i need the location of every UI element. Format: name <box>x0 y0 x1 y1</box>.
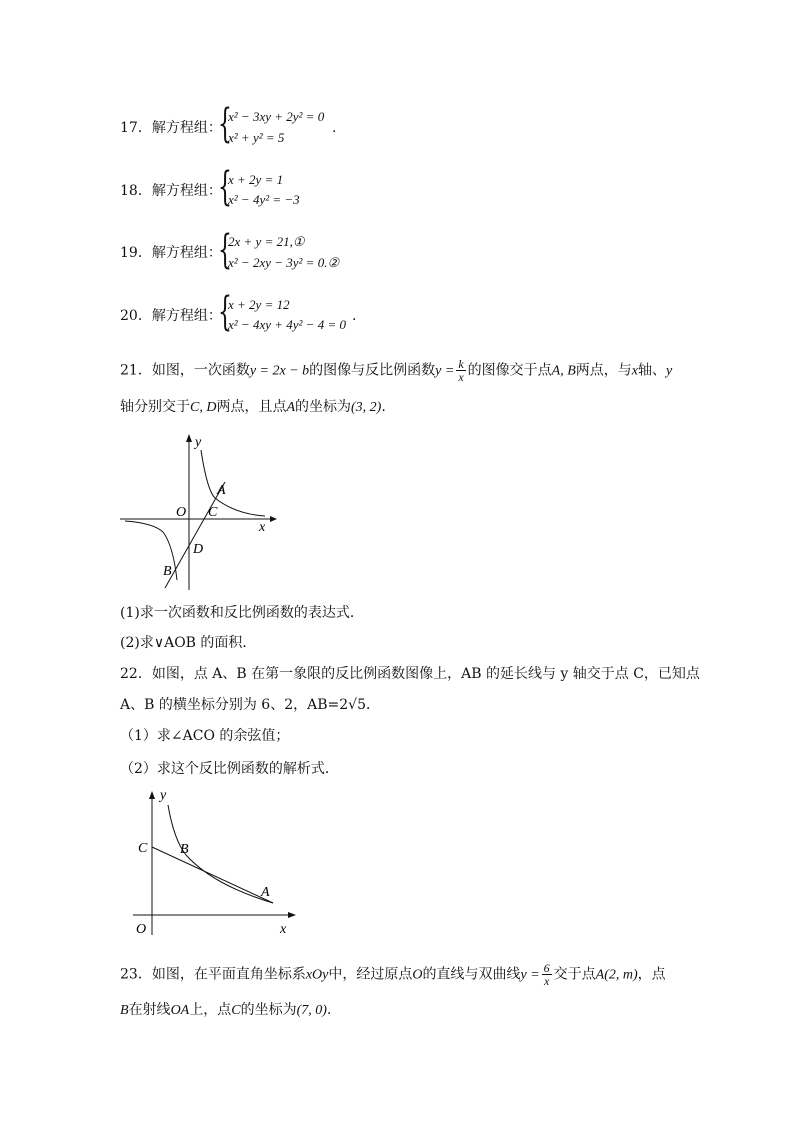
p21-label-a: A <box>217 483 226 498</box>
p22-label-x: x <box>280 922 287 937</box>
p21-y-arrow-icon <box>186 434 192 442</box>
p21-label-b: B <box>163 564 172 579</box>
brace-20: { <box>218 289 232 335</box>
p23-frac-den: x <box>544 974 550 988</box>
p17-period: . <box>332 120 337 136</box>
p23-text-h: 的坐标为 <box>240 1002 297 1018</box>
p22-label-a: A <box>261 885 270 900</box>
p19-eq1: 2x + y = 21,① <box>228 234 305 249</box>
p23-point-a: A(2, m) <box>595 967 638 983</box>
p23-origin: O <box>412 967 423 983</box>
p23-text-f: 在射线 <box>128 1002 171 1018</box>
p22-line-ca <box>152 847 273 903</box>
p21-period: . <box>381 399 386 415</box>
p21-text-g: 两点，且点 <box>216 399 287 415</box>
p21-x-axis-var: x <box>631 363 638 379</box>
p21-text-b: 的图像与反比例函数 <box>309 362 436 379</box>
p17-eq1: x² − 3xy + 2y² = 0 <box>228 109 325 124</box>
p21-line <box>165 482 225 588</box>
p23-text-e: ，点 <box>637 966 666 983</box>
p23-text-g: 上，点 <box>189 1002 232 1018</box>
p21-frac-den: x <box>458 370 464 384</box>
p21-label-c: C <box>208 505 218 520</box>
p23-point-c: C <box>231 1003 241 1018</box>
p20-eq2: x² − 4xy + 4y² − 4 = 0 <box>228 317 346 332</box>
p21-figure <box>115 430 285 595</box>
p21-label-d: D <box>193 542 204 557</box>
problem-23-line1 <box>120 962 666 987</box>
problem-21-line1 <box>120 358 672 383</box>
p21-frac-num: k <box>458 357 464 371</box>
p20-period: . <box>352 308 357 324</box>
p21-text-f: 轴分别交于 <box>120 399 190 415</box>
p21-y-axis-var: y <box>665 363 673 379</box>
p21-text-c: 的图像交于点 <box>467 362 552 379</box>
p21-text-h: 的坐标为 <box>295 399 352 415</box>
p22-x-arrow-icon <box>288 912 296 918</box>
p21-question-1: (1)求一次函数和反比例函数的表达式． <box>120 605 364 621</box>
p22-question-1: （1）求∠ACO 的余弦值； <box>120 728 290 744</box>
p22-question-2: （2）求这个反比例函数的解析式． <box>120 761 339 777</box>
p19-eq2: x² − 2xy − 3y² = 0.② <box>228 255 340 270</box>
p21-text-e: 轴、 <box>637 362 666 379</box>
problem-17-label: 17．解方程组： <box>120 120 222 136</box>
p22-label-b: B <box>180 842 189 857</box>
p22-label-o: O <box>136 922 147 937</box>
p23-text-a: 23．如图，在平面直角坐标系 <box>120 966 306 983</box>
p23-text-d: 交于点 <box>553 966 596 983</box>
p21-question-2: (2)求∨AOB 的面积． <box>120 635 257 651</box>
p22-label-y: y <box>160 788 167 803</box>
brace-18: { <box>218 164 232 210</box>
brace-17: { <box>218 101 232 147</box>
p21-point-a: A <box>286 400 296 415</box>
p21-fraction <box>456 358 465 383</box>
p23-xoy: xOy <box>305 967 329 983</box>
p23-point-b: B <box>120 1003 129 1018</box>
problem-21-line2 <box>120 397 386 418</box>
problem-23-line2 <box>120 1000 331 1021</box>
problem-19-label: 19．解方程组： <box>120 245 222 261</box>
brace-19: { <box>218 227 232 273</box>
p23-ray-oa: OA <box>170 1003 190 1018</box>
p23-frac-num: 6 <box>543 961 550 975</box>
p21-points-cd: C, D <box>190 400 217 415</box>
p21-y-eq: y = <box>435 363 455 379</box>
p22-line1: 22．如图，点 A、B 在第一象限的反比例函数图像上，AB 的延长线与 y 轴交于点 C，已知点 <box>120 666 700 682</box>
p23-fraction <box>542 962 552 987</box>
p22-label-c: C <box>138 841 148 856</box>
p17-eq2: x² + y² = 5 <box>228 130 285 145</box>
p22-line2: A、B 的横坐标分别为 6、2，AB=2√5． <box>120 697 380 713</box>
p21-text-a: 21．如图，一次函数 <box>120 362 250 379</box>
problem-18-label: 18．解方程组： <box>120 183 222 199</box>
p21-label-x: x <box>259 520 266 535</box>
p23-text-b: 中，经过原点 <box>328 966 413 983</box>
p22-y-arrow-icon <box>149 791 155 799</box>
p21-x-arrow-icon <box>270 516 277 522</box>
p21-linear-func: y = 2x − b <box>249 363 310 379</box>
p18-eq1: x + 2y = 1 <box>228 172 284 187</box>
p18-eq2: x² − 4y² = −3 <box>228 192 300 207</box>
p21-points-ab: A, B <box>551 363 576 379</box>
p23-coord: (7, 0) <box>296 1003 327 1018</box>
p20-eq1: x + 2y = 12 <box>228 297 290 312</box>
p23-y-eq: y = <box>520 967 540 983</box>
p21-text-d: 两点，与 <box>575 362 632 379</box>
p22-figure <box>128 785 303 940</box>
p21-label-y: y <box>195 435 202 450</box>
p23-text-c: 的直线与双曲线 <box>422 966 521 983</box>
problem-20-label: 20．解方程组： <box>120 308 222 324</box>
p21-coord: (3, 2) <box>351 400 382 415</box>
p21-label-o: O <box>176 505 187 520</box>
p23-period: . <box>326 1002 332 1018</box>
